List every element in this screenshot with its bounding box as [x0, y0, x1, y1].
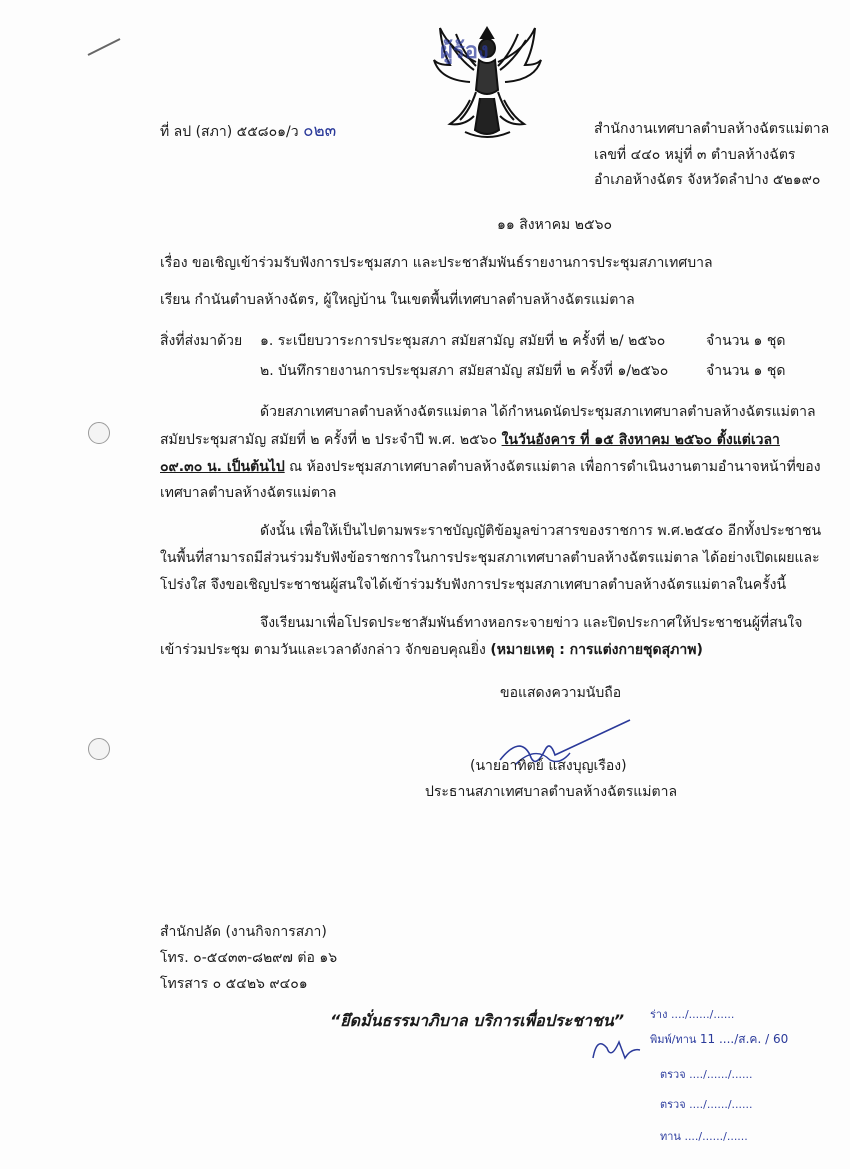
enclosure-label: สิ่งที่ส่งมาด้วย — [160, 333, 243, 349]
para2-line2: ในพื้นที่สามารถมีส่วนร่วมรับฟังข้อราชการในการประชุมสภาเทศบาลตำบลห้างฉัตรแม่ตาล ได้อย่างเปิดเผยและ — [160, 550, 820, 566]
reference-number: ๐๒๓ — [303, 121, 337, 141]
footer-department: สำนักปลัด (งานกิจการสภา) — [160, 924, 327, 940]
para1-line3 — [160, 460, 821, 475]
routing-draft: ร่าง ..../....../...... — [650, 1008, 735, 1021]
reference-line — [160, 122, 336, 141]
reference-label: ที่ ลป (สภา) ๕๕๘๐๑/ว — [160, 124, 299, 140]
routing-typed-label: พิมพ์/ทาน — [650, 1033, 697, 1046]
enclosure-item-1: ๑. ระเบียบวาระการประชุมสภา สมัยสามัญ สมัยที่ ๒ ครั้งที่ ๒/ ๒๕๖๐ — [260, 333, 666, 349]
routing-check-2: ตรวจ ..../....../...... — [660, 1098, 753, 1111]
para3-line2 — [160, 643, 703, 658]
signer-name: (นายอาทิตย์ แสงบุญเรือง) — [470, 758, 627, 774]
office-address-2: อำเภอห้างฉัตร จังหวัดลำปาง ๕๒๑๙๐ — [594, 172, 821, 188]
para2-line1: ดังนั้น เพื่อให้เป็นไปตามพระราชบัญญัติข้อมูลข่าวสารของราชการ พ.ศ.๒๕๔๐ อีกทั้งประชาชน — [260, 523, 822, 539]
enclosure-qty-1: จำนวน ๑ ชุด — [706, 333, 786, 349]
recipient-line: เรียน กำนันตำบลห้างฉัตร, ผู้ใหญ่บ้าน ในเขตพื้นที่เทศบาลตำบลห้างฉัตรแม่ตาล — [160, 292, 635, 308]
para1-line3-text: ณ ห้องประชุมสภาเทศบาลตำบลห้างฉัตรแม่ตาล เพื่อการดำเนินงานตามอำนาจหน้าที่ของ — [284, 459, 821, 475]
slogan: “ยึดมั่นธรรมาภิบาล บริการเพื่อประชาชน” — [330, 1011, 625, 1030]
para1-line1: ด้วยสภาเทศบาลตำบลห้างฉัตรแม่ตาล ได้กำหนดนัดประชุมสภาเทศบาลตำบลห้างฉัตรแม่ตาล — [260, 404, 816, 420]
blue-stamp-mark: ผู้ร้อง — [440, 39, 489, 64]
routing-typed-date: 11 ..../ส.ค. / 60 — [699, 1032, 789, 1046]
para1-line4: เทศบาลตำบลห้างฉัตรแม่ตาล — [160, 485, 337, 501]
punch-hole — [88, 422, 110, 444]
pen-mark — [85, 35, 125, 60]
enclosure-item-2: ๒. บันทึกรายงานการประชุมสภา สมัยสามัญ สมัยที่ ๒ ครั้งที่ ๑/๒๕๖๐ — [260, 363, 669, 379]
office-name: สำนักงานเทศบาลตำบลห้างฉัตรแม่ตาล — [594, 121, 830, 137]
para1-line2 — [160, 433, 780, 448]
routing-check-3: ทาน ..../....../...... — [660, 1130, 748, 1143]
subject-line: เรื่อง ขอเชิญเข้าร่วมรับฟังการประชุมสภา และประชาสัมพันธ์รายงานการประชุมสภาเทศบาล — [160, 255, 713, 271]
footer-phone: โทร. ๐-๕๔๓๓-๘๒๙๗ ต่อ ๑๖ — [160, 950, 338, 966]
dress-code-note: (หมายเหตุ : การแต่งกายชุดสุภาพ) — [490, 642, 703, 658]
meeting-date-emphasis: ในวันอังคาร ที่ ๑๕ สิงหาคม ๒๕๖๐ ตั้งแต่เวลา — [501, 432, 780, 448]
footer-fax: โทรสาร ๐ ๕๔๒๖ ๙๔๐๑ — [160, 976, 308, 992]
para1-line2-text: สมัยประชุมสามัญ สมัยที่ ๒ ครั้งที่ ๒ ประจำปี พ.ศ. ๒๕๖๐ — [160, 432, 498, 448]
para3-line2-text: เข้าร่วมประชุม ตามวันและเวลาดังกล่าว จักขอบคุณยิ่ง — [160, 642, 491, 658]
closing: ขอแสดงความนับถือ — [500, 685, 622, 701]
signer-title: ประธานสภาเทศบาลตำบลห้างฉัตรแม่ตาล — [425, 784, 678, 800]
initials-scribble — [585, 1028, 645, 1068]
office-address-1: เลขที่ ๔๔๐ หมู่ที่ ๓ ตำบลห้างฉัตร — [594, 147, 796, 163]
routing-typed — [650, 1030, 788, 1049]
para2-line3: โปร่งใส จึงขอเชิญประชาชนผู้สนใจได้เข้าร่วมรับฟังการประชุมสภาเทศบาลตำบลห้างฉัตรแม่ตาลในครั้งนี้ — [160, 577, 787, 593]
routing-check-1: ตรวจ ..../....../...... — [660, 1068, 753, 1081]
enclosure-qty-2: จำนวน ๑ ชุด — [706, 363, 786, 379]
punch-hole — [88, 738, 110, 760]
meeting-time-emphasis: ๐๙.๓๐ น. เป็นต้นไป — [160, 459, 285, 475]
document-date: ๑๑ สิงหาคม ๒๕๖๐ — [497, 217, 612, 233]
para3-line1: จึงเรียนมาเพื่อโปรดประชาสัมพันธ์ทางหอกระจายข่าว และปิดประกาศให้ประชาชนผู้ที่สนใจ — [260, 615, 803, 631]
